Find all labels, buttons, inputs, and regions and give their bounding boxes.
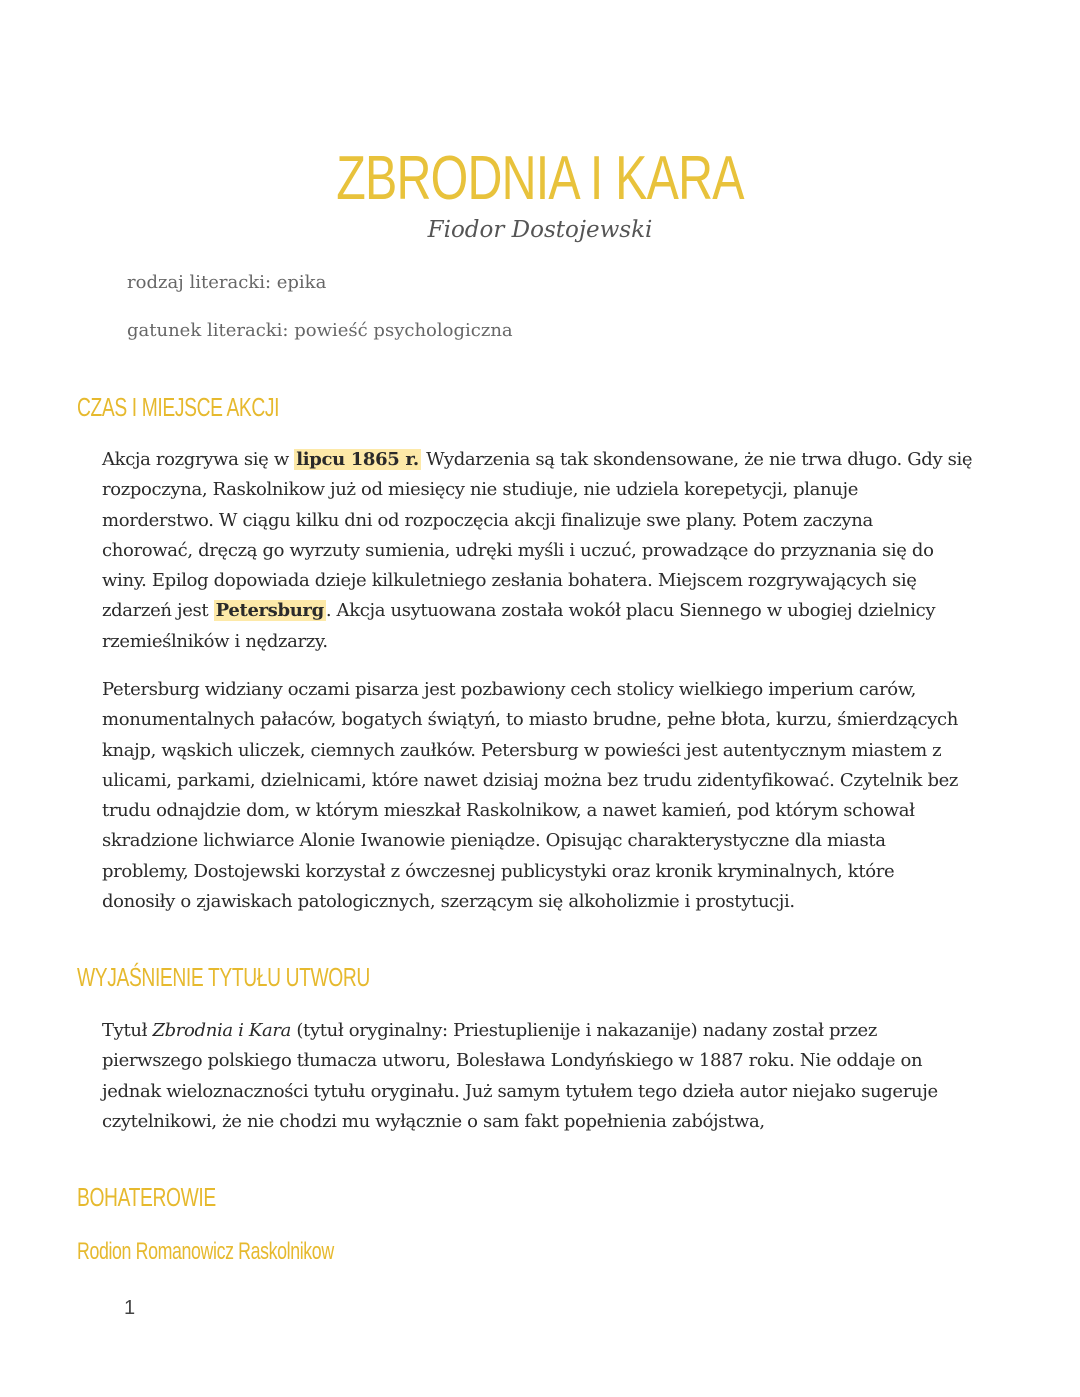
paragraph-title-explanation	[102, 1016, 1002, 1137]
text-run: (tytuł oryginalny: Priestuplienije i nakazanije) nadany został przez	[291, 1020, 877, 1041]
section-heading-time-place: CZAS I MIEJSCE AKCJI	[77, 392, 280, 422]
paragraph-line	[102, 445, 1002, 475]
paragraph-line: ulicami, parkami, dzielnicami, które nawet dzisiaj można bez trudu zidentyfikować. Czytelnik bez	[102, 769, 959, 791]
highlight-place: Petersburg	[215, 600, 324, 622]
section-heading-title-explanation: WYJAŚNIENIE TYTUŁU UTWORU	[77, 962, 370, 992]
document-title: ZBRODNIA I KARA	[336, 144, 744, 213]
paragraph-line: knajp, wąskich uliczek, ciemnych zaułków. Petersburg w powieści jest autentycznym miastem z	[102, 739, 942, 761]
text-run: zdarzeń jest	[102, 600, 214, 622]
literary-genre: gatunek literacki: powieść psychologiczna	[127, 320, 513, 341]
paragraph-line: donosiły o zjawiskach patologicznych, szerzącym się alkoholizmie i prostytucji.	[102, 891, 795, 913]
literary-kind: rodzaj literacki: epika	[127, 272, 327, 293]
paragraph-line: monumentalnych pałaców, bogatych świątyń, to miasto brudne, pełne błota, kurzu, śmierdzących	[102, 709, 959, 731]
paragraph-line: winy. Epilog dopowiada dzieje kilkuletniego zesłania bohatera. Miejscem rozgrywających się	[102, 570, 917, 592]
document-author: Fiodor Dostojewski	[427, 217, 653, 243]
text-run: . Akcja usytuowana została wokół placu Siennego w ubogiej dzielnicy	[325, 600, 936, 622]
text-run: Wydarzenia są tak skondensowane, że nie trwa długo. Gdy się	[420, 449, 973, 470]
paragraph-line: jednak wieloznaczności tytułu oryginału. Już samym tytułem tego dzieła autor niejako sugeruje	[102, 1080, 938, 1102]
page-number: 1	[124, 1297, 136, 1319]
paragraph-petersburg	[102, 675, 1002, 917]
paragraph-line	[102, 1016, 1002, 1046]
paragraph-line	[102, 596, 1002, 626]
highlight-date: lipcu 1865 r.	[296, 449, 419, 470]
paragraph-line: czytelnikowi, że nie chodzi mu wyłącznie o sam fakt popełnienia zabójstwa,	[102, 1110, 765, 1132]
paragraph-line: rzemieślników i nędzarzy.	[102, 630, 328, 652]
section-heading-characters: BOHATEROWIE	[77, 1182, 216, 1212]
paragraph-time-place	[102, 445, 1002, 657]
italic-work-title: Zbrodnia i Kara	[152, 1020, 292, 1041]
paragraph-line: rozpoczyna, Raskolnikow już od miesięcy nie studiuje, nie udziela korepetycji, planuje	[102, 479, 859, 501]
text-run: Akcja rozgrywa się w	[102, 449, 295, 470]
paragraph-line: trudu odnajdzie dom, w którym mieszkał Raskolnikow, a nawet kamień, pod którym schował	[102, 800, 915, 822]
paragraph-line: problemy, Dostojewski korzystał z ówczesnej publicystyki oraz kronik kryminalnych, które	[102, 860, 895, 882]
text-run: Tytuł	[102, 1020, 153, 1041]
paragraph-line: morderstwo. W ciągu kilku dni od rozpoczęcia akcji finalizuje swe plany. Potem zaczyna	[102, 509, 873, 531]
subheading-raskolnikov: Rodion Romanowicz Raskolnikow	[77, 1238, 334, 1265]
paragraph-line: skradzione lichwiarce Alonie Iwanowie pieniądze. Opisując charakterystyczne dla miasta	[102, 830, 886, 852]
paragraph-line: pierwszego polskiego tłumacza utworu, Bolesława Londyńskiego w 1887 roku. Nie oddaje on	[102, 1050, 923, 1072]
paragraph-line: Petersburg widziany oczami pisarza jest pozbawiony cech stolicy wielkiego imperium carów,	[102, 679, 916, 700]
paragraph-line: chorować, dręczą go wyrzuty sumienia, udręki myśli i uczuć, prowadzące do przyznania się do	[102, 539, 934, 561]
